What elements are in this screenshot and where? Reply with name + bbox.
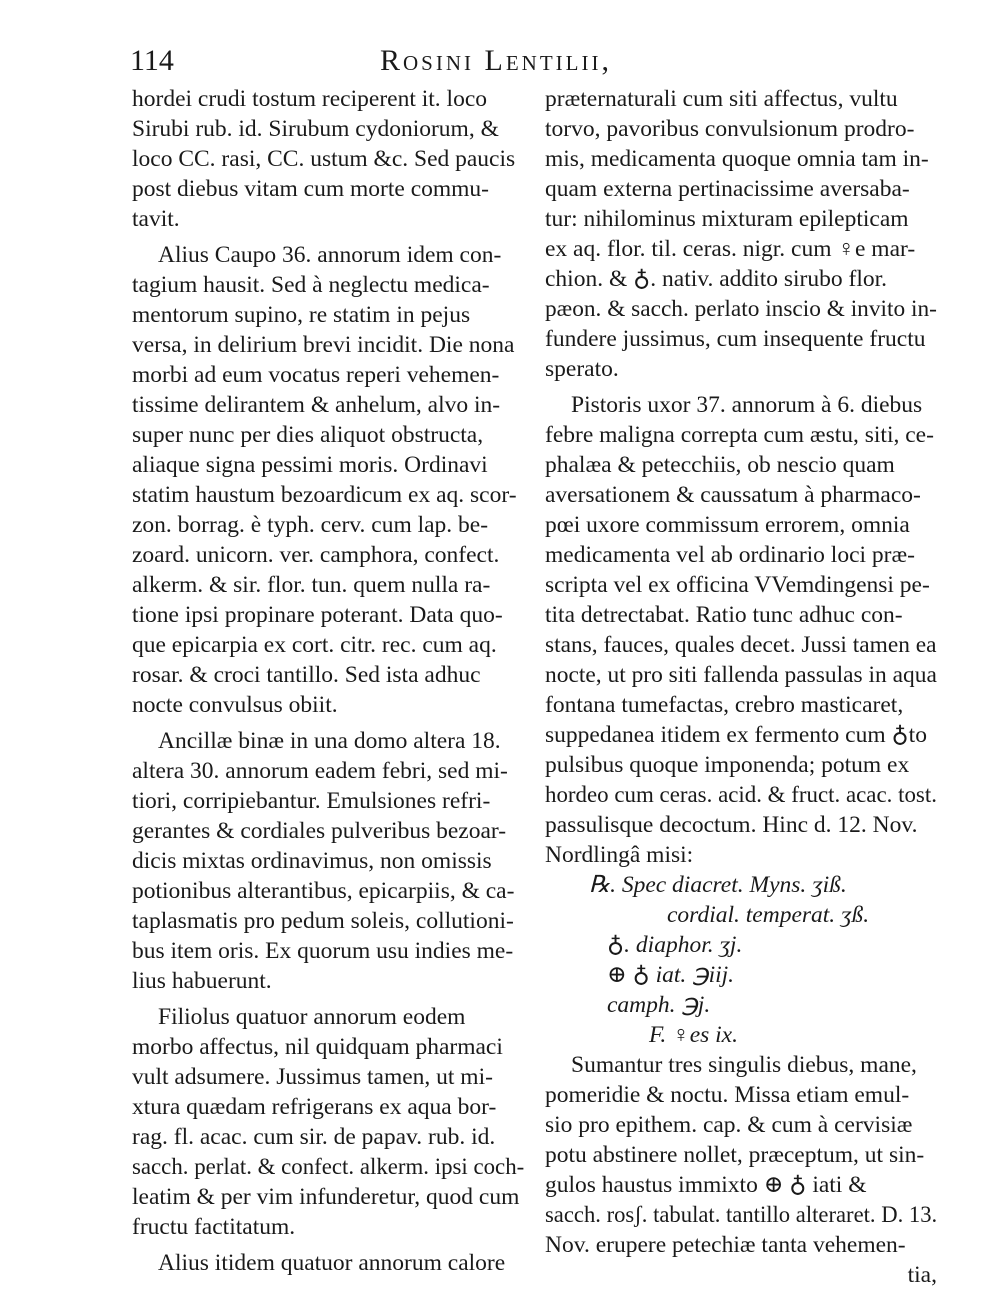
- text-line: pulsibus quoque imponenda; potum ex: [545, 752, 910, 778]
- text-line: taplasmatis pro pedum soleis, collutioni-: [132, 908, 514, 934]
- text-line: pœi uxore commissum errorem, omnia: [545, 512, 910, 538]
- text-line: pæon. & sacch. perlato inscio & invito in-: [545, 296, 937, 322]
- text-line: zoard. unicorn. ver. camphora, confect.: [132, 542, 500, 568]
- text-line: Ancillæ binæ in una domo altera 18.: [158, 728, 501, 754]
- text-line: tavit.: [132, 206, 180, 232]
- text-line: nocte, ut pro siti fallenda passulas in aqua: [545, 662, 937, 688]
- running-head: Rosini Lentilii,: [380, 44, 612, 77]
- text-line: mentorum supino, re statim in pejus: [132, 302, 471, 328]
- recipe-line: cordial. temperat. ʒß.: [667, 902, 870, 928]
- text-line: Alius itidem quatuor annorum calore: [158, 1250, 506, 1276]
- right-column: [545, 84, 937, 1290]
- text-line: rosar. & croci tantillo. Sed ista adhuc: [132, 662, 481, 688]
- text-line: stans, fauces, quales decet. Jussi tamen ea: [545, 632, 937, 658]
- text-line: rag. fl. acac. cum sir. de papav. rub. id.: [132, 1124, 496, 1150]
- text-line: tissime delirantem & anhelum, alvo in-: [132, 392, 501, 418]
- catchword: tia,: [907, 1262, 937, 1288]
- text-line: versa, in delirium brevi incidit. Die nona: [132, 332, 515, 358]
- text-line: potionibus alterantibus, epicarpiis, & ca-: [132, 878, 515, 904]
- recipe-line: ℞. Spec diacret. Myns. ʒiß.: [589, 872, 847, 898]
- text-line: fontana tumefactas, crebro masticaret,: [545, 692, 904, 718]
- text-line: xtura quædam refrigerans ex aqua bor-: [132, 1094, 497, 1120]
- text-line: sacch. perlat. & confect. alkerm. ipsi coch-: [132, 1154, 524, 1180]
- recipe-line: F. ♀es ix.: [649, 1022, 738, 1048]
- text-line: Alius Caupo 36. annorum idem con-: [158, 242, 502, 268]
- text-line: præternaturali cum siti affectus, vultu: [545, 86, 898, 112]
- text-line: tita detrectabat. Ratio tunc adhuc con-: [545, 602, 903, 628]
- text-line: tur: nihilominus mixturam epilepticam: [545, 206, 909, 232]
- text-line: medicamenta vel ab ordinario loci præ-: [545, 542, 915, 568]
- text-line: statim haustum bezoardicum ex aq. scor-: [132, 482, 517, 508]
- text-line: Nov. erupere petechiæ tanta vehemen-: [545, 1232, 906, 1258]
- text-line: leatim & per vim infunderetur, quod cum: [132, 1184, 520, 1210]
- text-line: hordei crudi tostum reciperent it. loco: [132, 86, 488, 112]
- text-line: hordeo cum ceras. acid. & fruct. acac. tost.: [545, 782, 937, 808]
- text-line: sio pro epithem. cap. & cum à cervisiæ: [545, 1112, 913, 1138]
- text-line: suppedanea itidem ex fermento cum ♁to: [545, 722, 927, 748]
- text-line: quam externa pertinacissime aversaba-: [545, 176, 910, 202]
- text-line: alkerm. & sir. flor. tun. quem nulla ra-: [132, 572, 491, 598]
- text-line: Pistoris uxor 37. annorum à 6. diebus: [571, 392, 923, 418]
- text-line: loco CC. rasi, CC. ustum &c. Sed paucis: [132, 146, 516, 172]
- page-header: [130, 44, 940, 84]
- text-line: Sumantur tres singulis diebus, mane,: [571, 1052, 917, 1078]
- text-line: nocte convulsus obiit.: [132, 692, 338, 718]
- text-line: passulisque decoctum. Hinc d. 12. Nov.: [545, 812, 918, 838]
- text-line: torvo, pavoribus convulsionum prodro-: [545, 116, 915, 142]
- text-line: sacch. rosʃ. tabulat. tantillo alteraret. D. 13.: [545, 1202, 937, 1228]
- text-line: aversationem & caussatum à pharmaco-: [545, 482, 921, 508]
- recipe-line: ♁. diaphor. ʒj.: [607, 932, 743, 958]
- text-line: mis, medicamenta quoque omnia tam in-: [545, 146, 929, 172]
- text-line: morbo affectus, nil quidquam pharmaci: [132, 1034, 503, 1060]
- text-line: Nordlingâ misi:: [545, 842, 694, 868]
- text-line: fructu factitatum.: [132, 1214, 296, 1240]
- text-line: gulos haustus immixto ⊕ ♁ iati &: [545, 1172, 867, 1198]
- text-line: altera 30. annorum eadem febri, sed mi-: [132, 758, 508, 784]
- text-line: Sirubi rub. id. Sirubum cydoniorum, &: [132, 116, 499, 142]
- text-line: chion. & ♁. nativ. addito sirubo flor.: [545, 266, 888, 292]
- text-line: scripta vel ex officina VVemdingensi pe-: [545, 572, 930, 598]
- text-line: dicis mixtas ordinavimus, non omissis: [132, 848, 492, 874]
- text-line: phalæa & petecchiis, ob nescio quam: [545, 452, 895, 478]
- text-line: potu abstinere nollet, præceptum, ut sin-: [545, 1142, 925, 1168]
- text-line: ex aq. flor. til. ceras. nigr. cum ♀e mar-: [545, 236, 916, 262]
- text-line: fundere jussimus, cum insequente fructu: [545, 326, 926, 352]
- text-line: tagium hausit. Sed à neglectu medica-: [132, 272, 490, 298]
- text-line: tione ipsi propinare poterant. Data quo-: [132, 602, 503, 628]
- text-line: sperato.: [545, 356, 619, 382]
- text-line: post diebus vitam cum morte commu-: [132, 176, 490, 202]
- text-line: lius habuerunt.: [132, 968, 272, 994]
- text-line: bus item oris. Ex quorum usu indies me-: [132, 938, 514, 964]
- text-line: super nunc per dies aliquot obstructa,: [132, 422, 484, 448]
- recipe-line: ⊕ ♁ iat. ℈iij.: [607, 962, 735, 988]
- left-column: [132, 84, 524, 1278]
- text-line: que epicarpia ex cort. citr. rec. cum aq.: [132, 632, 497, 658]
- text-line: febre maligna correpta cum æstu, siti, ce-: [545, 422, 934, 448]
- text-line: Filiolus quatuor annorum eodem: [158, 1004, 466, 1030]
- text-line: vult adsumere. Jussimus tamen, ut mi-: [132, 1064, 493, 1090]
- text-line: tiori, corripiebantur. Emulsiones refri-: [132, 788, 491, 814]
- text-line: aliaque signa pessimi moris. Ordinavi: [132, 452, 488, 478]
- text-line: zon. borrag. è typh. cerv. cum lap. be-: [132, 512, 489, 538]
- page-number: 114: [130, 44, 174, 77]
- text-line: morbi ad eum vocatus reperi vehemen-: [132, 362, 500, 388]
- text-line: gerantes & cordiales pulveribus bezoar-: [132, 818, 507, 844]
- recipe-line: camph. ℈j.: [607, 992, 711, 1018]
- text-line: pomeridie & noctu. Missa etiam emul-: [545, 1082, 910, 1108]
